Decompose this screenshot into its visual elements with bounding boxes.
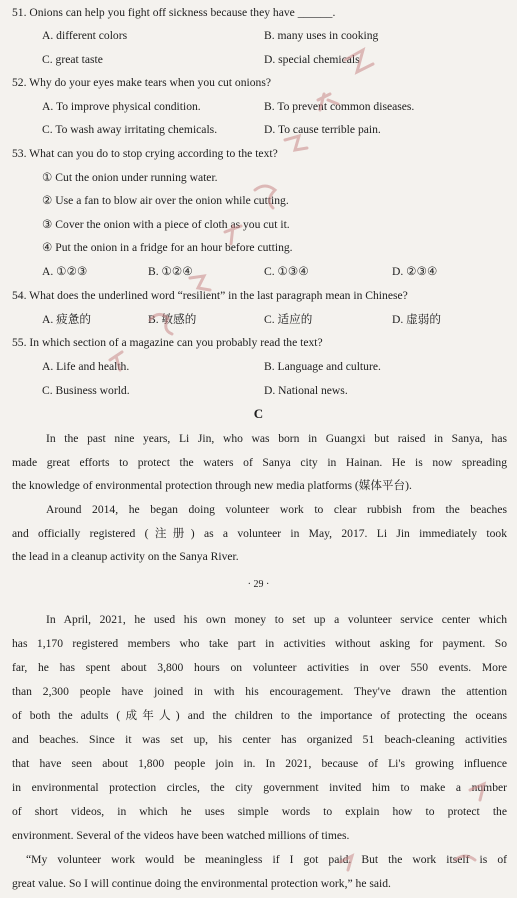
question-53-stem: 53. What can you do to stop crying according to the text? [12, 147, 278, 160]
passage-line: than 2,300 people have joined in with his encouragement. They've drawn the attention [12, 685, 507, 698]
q52-option-d: D. To cause terrible pain. [264, 123, 381, 136]
q55-option-d: D. National news. [264, 384, 348, 397]
question-54-stem: 54. What does the underlined word “resilient” in the last paragraph mean in Chinese? [12, 289, 408, 302]
q52-option-b: B. To prevent common diseases. [264, 100, 415, 113]
q54-option-c: C. 适应的 [264, 313, 313, 326]
question-52-stem: 52. Why do your eyes make tears when you cut onions? [12, 76, 271, 89]
q54-option-d: D. 虚弱的 [392, 313, 441, 326]
q55-option-b: B. Language and culture. [264, 360, 381, 373]
passage-line: and officially registered (注册) as a volunteer in May, 2017. Li Jin immediately took [12, 527, 507, 540]
q51-option-c: C. great taste [42, 53, 103, 66]
q52-option-a: A. To improve physical condition. [42, 100, 201, 113]
passage-line: “My volunteer work would be meaningless if I got paid. But the work itself is of [26, 853, 507, 866]
passage-line: In the past nine years, Li Jin, who was born in Guangxi but raised in Sanya, has [46, 432, 507, 445]
q53-option-a: A. ①②③ [42, 265, 88, 278]
passage-line: great value. So I will continue doing the environmental protection work,” he said. [12, 877, 391, 890]
q51-option-b: B. many uses in cooking [264, 29, 379, 42]
passage-line: environment. Several of the videos have been watched millions of times. [12, 829, 350, 842]
passage-line: far, he has spent about 3,800 hours on volunteer activities in over 550 events. More [12, 661, 507, 674]
passage-line: of short videos, in which he uses simple words to explain how to protect the [12, 805, 507, 818]
q51-option-d: D. special chemicals [264, 53, 360, 66]
q53-option-b: B. ①②④ [148, 265, 193, 278]
q54-option-a: A. 疲惫的 [42, 313, 91, 326]
q54-option-b: B. 敏感的 [148, 313, 197, 326]
q53-item-2: ② Use a fan to blow air over the onion while cutting. [42, 194, 289, 207]
passage-line: in environmental protection circles, the city government invited him to make a number [12, 781, 507, 794]
passage-line: that have seen about 1,800 people join in. In 2021, because of Li's growing influence [12, 757, 507, 770]
q55-option-a: A. Life and health. [42, 360, 130, 373]
question-55-stem: 55. In which section of a magazine can you probably read the text? [12, 336, 323, 349]
q53-item-3: ③ Cover the onion with a piece of cloth as you cut it. [42, 218, 290, 231]
passage-line: has 1,170 registered members who take part in activities without asking for payment. So [12, 637, 507, 650]
passage-line: the knowledge of environmental protection through new media platforms (媒体平台). [12, 479, 412, 492]
section-heading: C [253, 406, 264, 421]
q53-option-d: D. ②③④ [392, 265, 438, 278]
q52-option-c: C. To wash away irritating chemicals. [42, 123, 218, 136]
passage-line: In April, 2021, he used his own money to set up a volunteer service center which [46, 613, 507, 626]
passage-line: of both the adults (成年人) and the children to the importance of protecting the oceans [12, 709, 507, 722]
q55-option-c: C. Business world. [42, 384, 130, 397]
q53-item-1: ① Cut the onion under running water. [42, 171, 218, 184]
page-number: · 29 · [247, 579, 270, 590]
question-51-stem: 51. Onions can help you fight off sickness because they have ______. [12, 6, 336, 19]
passage-line: Around 2014, he began doing volunteer work to clear rubbish from the beaches [46, 503, 507, 516]
q53-option-c: C. ①③④ [264, 265, 309, 278]
passage-line: and beaches. Since it was set up, his center has organized 51 beach-cleaning activities [12, 733, 507, 746]
q51-option-a: A. different colors [42, 29, 128, 42]
passage-line: made great efforts to protect the waters of Sanya city in Hainan. He is now spreading [12, 456, 507, 469]
q53-item-4: ④ Put the onion in a fridge for an hour before cutting. [42, 241, 293, 254]
passage-line: the lead in a cleanup activity on the Sanya River. [12, 550, 239, 563]
